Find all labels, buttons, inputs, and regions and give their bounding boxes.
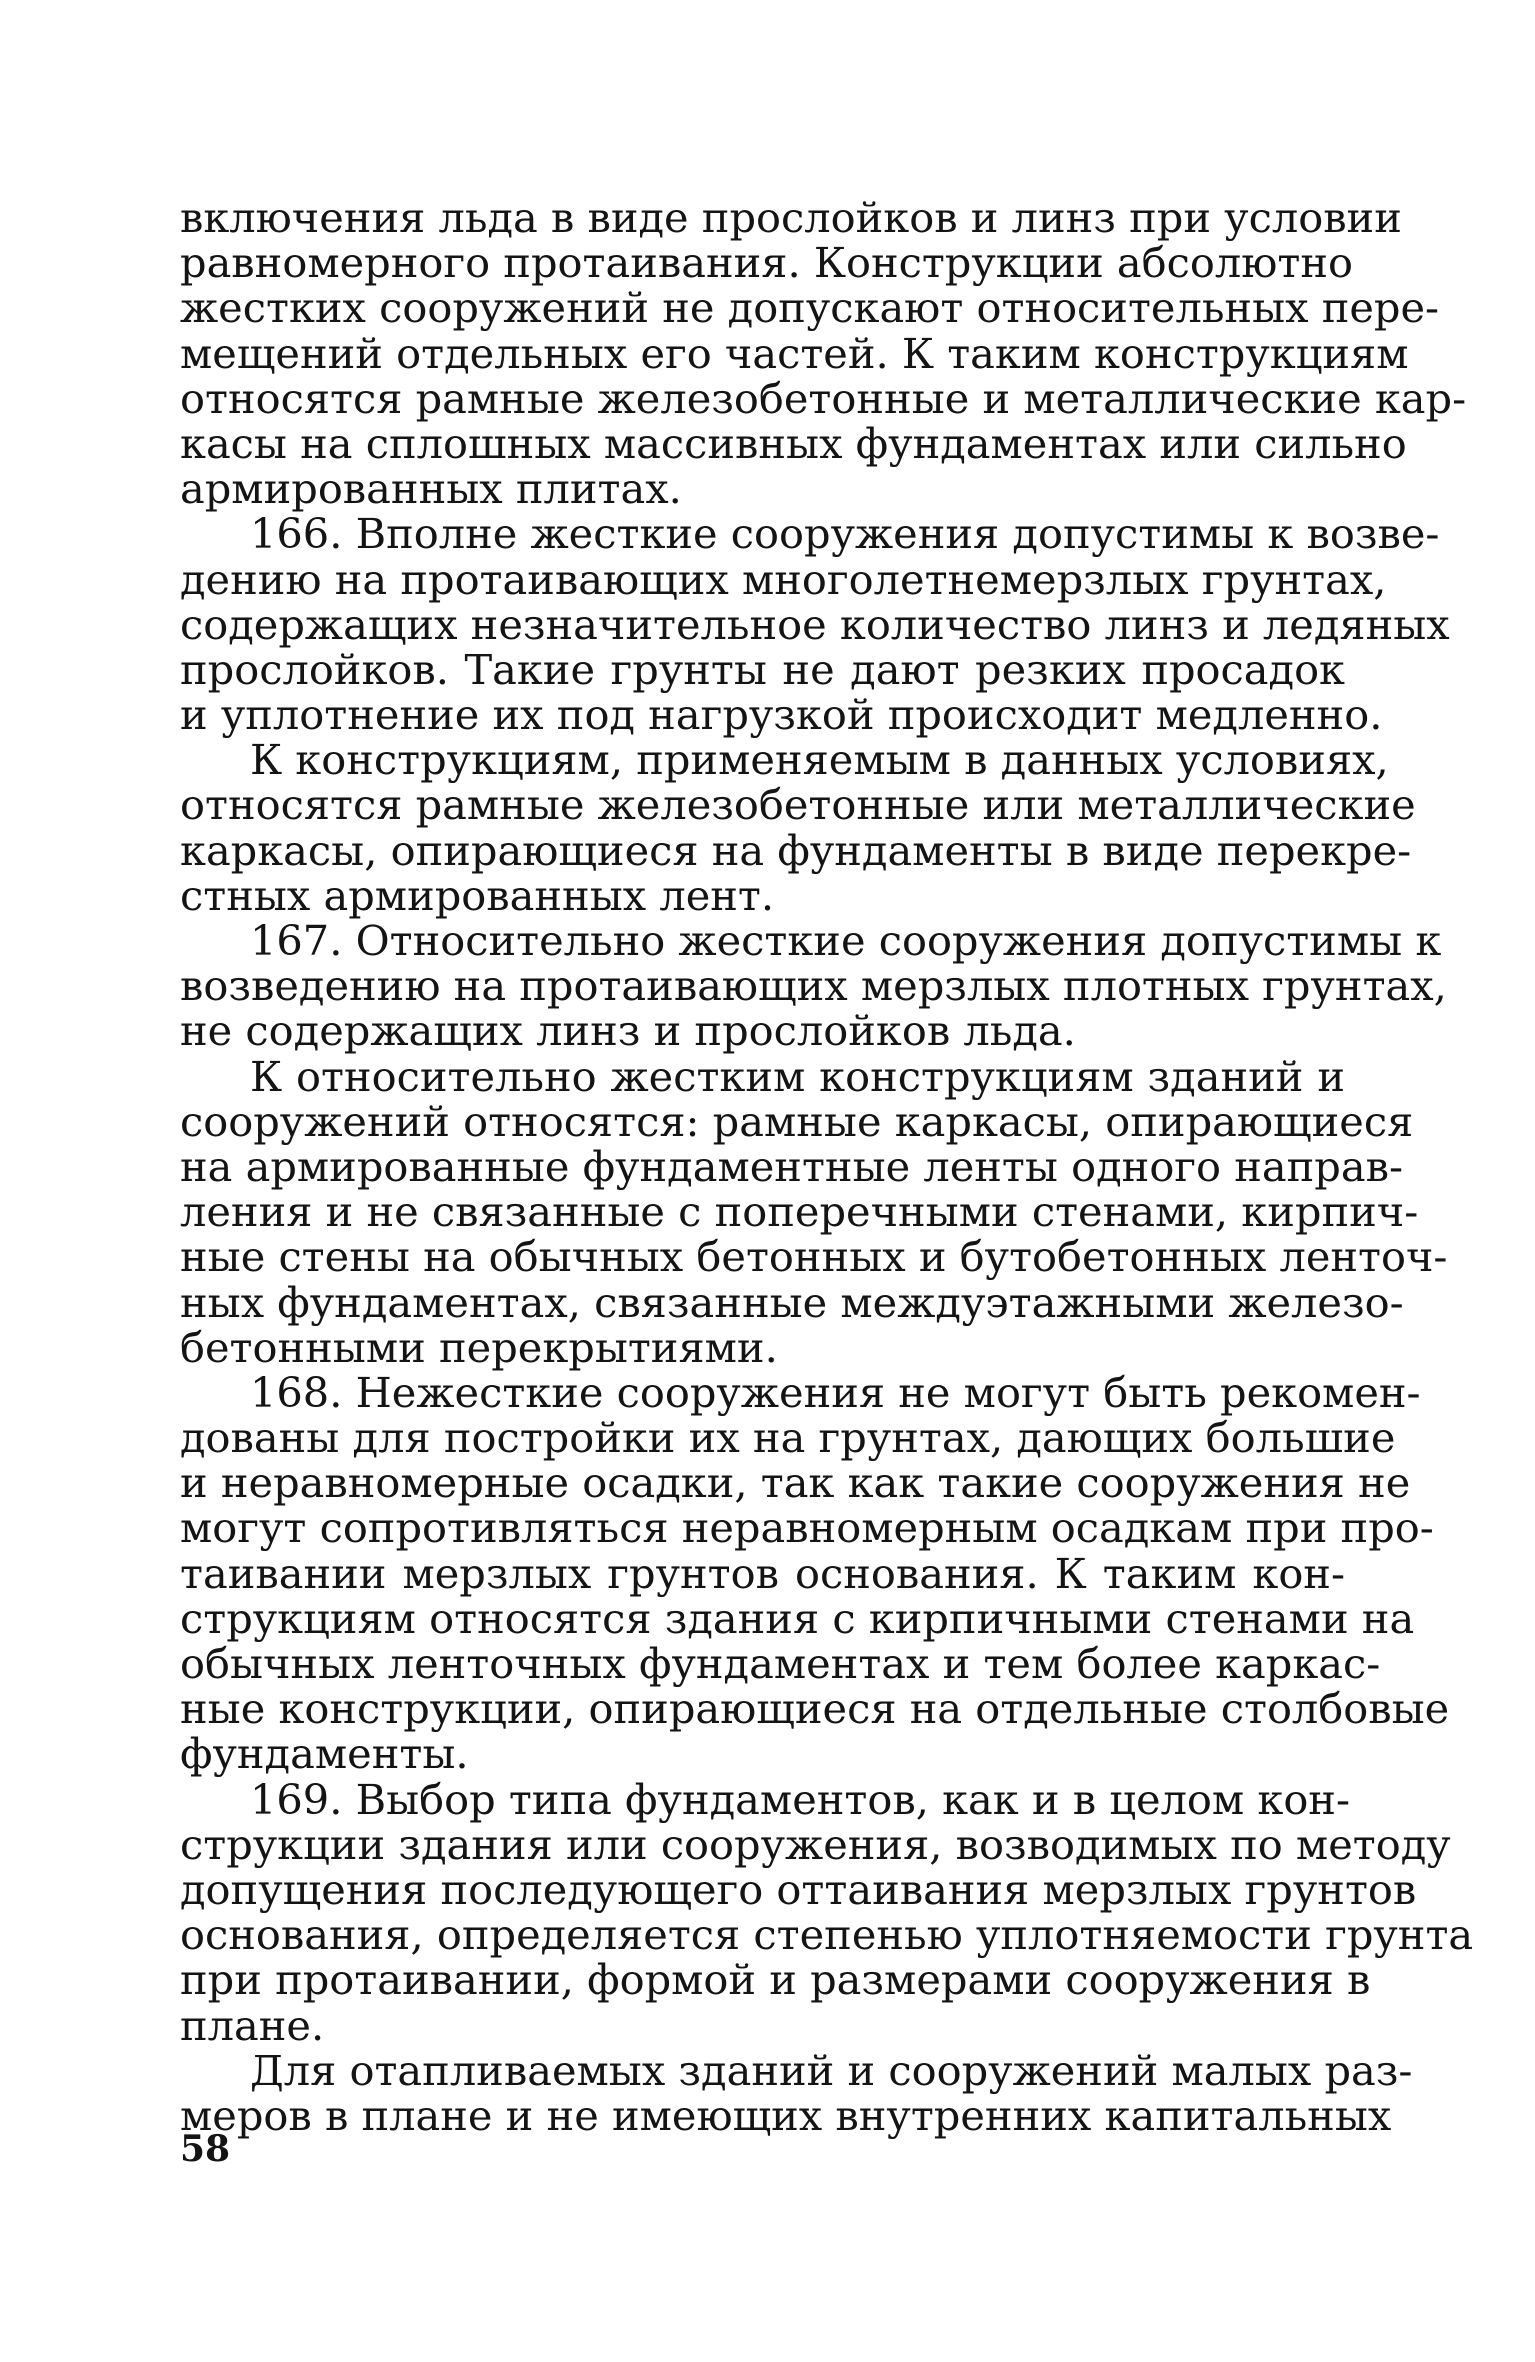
text-line: включения льда в виде прослойков и линз при условии: [180, 193, 1402, 242]
text-line: жестких сооружений не допускают относительных пере-: [180, 283, 1440, 333]
paragraph-start: Для отапливаемых зданий и сооружений малых раз-: [250, 2045, 1413, 2095]
text-line: струкции здания или сооружения, возводимых по методу: [180, 1819, 1451, 1869]
text-line: обычных ленточных фундаментах и тем более каркас-: [180, 1639, 1381, 1688]
paragraph-167-start: 167. Относительно жесткие сооружения допустимы к: [250, 916, 1442, 965]
text-line: струкциям относятся здания с кирпичными стенами на: [180, 1593, 1415, 1643]
paragraph-start: К относительно жестким конструкциям зданий и: [250, 1051, 1345, 1101]
text-line: прослойков. Такие грунты не дают резких просадок: [180, 644, 1345, 694]
paragraph-168-start: 168. Нежесткие сооружения не могут быть рекомен-: [250, 1367, 1421, 1417]
text-line: дению на протаивающих многолетнемерзлых грунтах,: [180, 554, 1387, 604]
text-line: ных фундаментах, связанные междуэтажными железо-: [180, 1277, 1404, 1327]
text-line: ные стены на обычных бетонных и бутобетонных ленточ-: [180, 1232, 1448, 1282]
text-line: фундаменты.: [180, 1729, 469, 1779]
text-line: таивании мерзлых грунтов основания. К таким кон-: [180, 1548, 1345, 1598]
text-line: стных армированных лент.: [180, 870, 775, 920]
text-line: не содержащих линз и прослойков льда.: [180, 1006, 1076, 1056]
text-line: касы на сплошных массивных фундаментах или сильно: [180, 418, 1407, 468]
text-line: равномерного протаивания. Конструкции абсолютно: [180, 238, 1353, 288]
text-line: основания, определяется степенью уплотняемости грунта: [180, 1910, 1474, 1960]
text-line: содержащих незначительное количество линз и ледяных: [180, 599, 1450, 649]
paragraph-start: К конструкциям, применяемым в данных условиях,: [250, 735, 1389, 785]
text-line: мещений отдельных его частей. К таким конструкциям: [180, 328, 1409, 378]
text-line: относятся рамные железобетонные или металлические: [180, 780, 1416, 830]
paragraph-169-start: 169. Выбор типа фундаментов, как и в целом кон-: [250, 1774, 1350, 1824]
text-line: при протаивании, формой и размерами сооружения в: [180, 1955, 1371, 2005]
text-line: относятся рамные железобетонные и металлические кар-: [180, 373, 1467, 423]
text-line: допущения последующего оттаивания мерзлых грунтов: [180, 1864, 1417, 1914]
text-line: ления и не связанные с поперечными стенами, кирпич-: [180, 1187, 1419, 1237]
text-line: меров в плане и не имеющих внутренних капитальных: [180, 2090, 1392, 2140]
page-text: [180, 193, 1474, 2140]
text-line: ные конструкции, опирающиеся на отдельные столбовые: [180, 1684, 1450, 1734]
text-line: и неравномерные осадки, так как такие сооружения не: [180, 1458, 1411, 1508]
text-line: могут сопротивляться неравномерным осадкам при про-: [180, 1503, 1434, 1553]
page-number: 58: [180, 2128, 231, 2170]
text-line: сооружений относятся: рамные каркасы, опирающиеся: [180, 1096, 1414, 1146]
text-line: плане.: [180, 2000, 325, 2050]
text-line: армированных плитах.: [180, 464, 682, 514]
text-line: бетонными перекрытиями.: [180, 1322, 778, 1372]
text-line: на армированные фундаментные ленты одного направ-: [180, 1141, 1403, 1191]
text-line: возведению на протаивающих мерзлых плотных грунтах,: [180, 961, 1447, 1011]
text-line: дованы для постройки их на грунтах, дающих большие: [180, 1413, 1396, 1463]
text-line: и уплотнение их под нагрузкой происходит медленно.: [180, 690, 1383, 740]
paragraph-166-start: 166. Вполне жесткие сооружения допустимы к возве-: [250, 509, 1440, 559]
text-line: каркасы, опирающиеся на фундаменты в виде перекре-: [180, 825, 1412, 875]
